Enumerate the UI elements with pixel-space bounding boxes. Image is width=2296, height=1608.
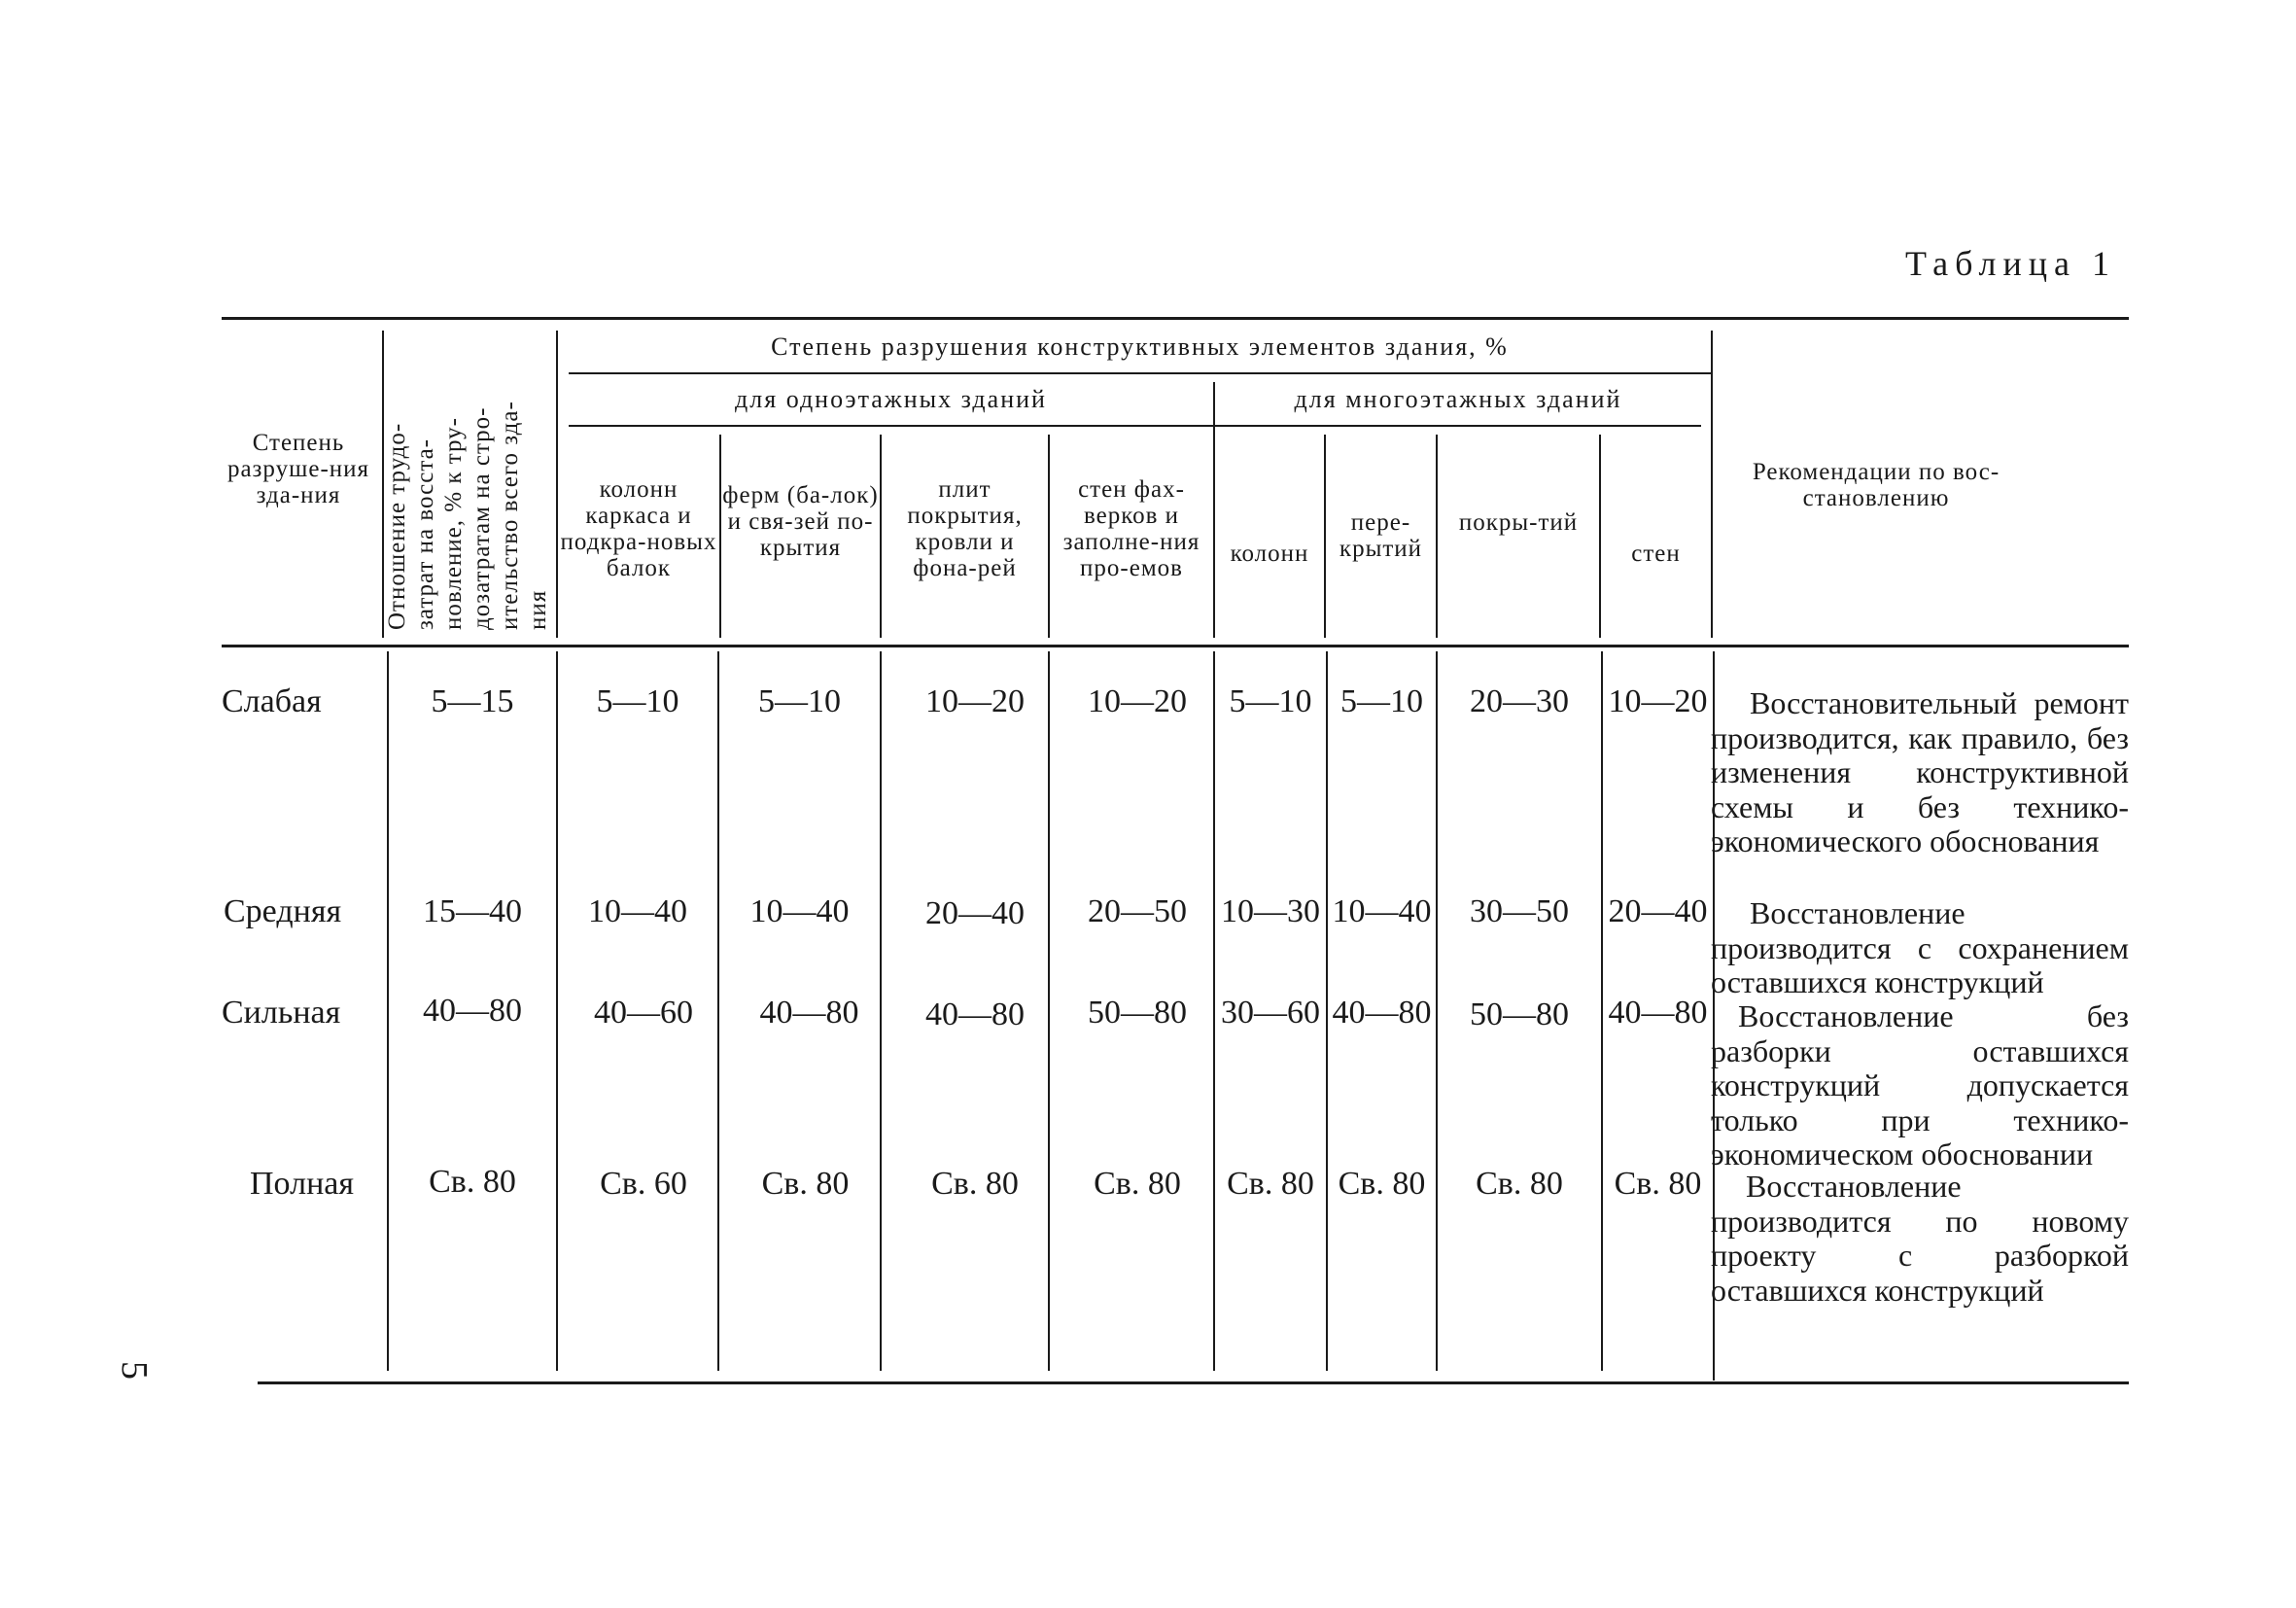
cell-value: 40—80 <box>1332 995 1432 1031</box>
cell-value: 5—10 <box>1229 683 1312 719</box>
header-destruction: Степень разрушения конструктивных элементов здания, % <box>771 332 1509 361</box>
header-multi-storey: для многоэтажных зданий <box>1294 385 1622 413</box>
cell-ratio: Св. 80 <box>429 1164 516 1200</box>
cell-value: 40—80 <box>925 996 1025 1032</box>
header-sub-slabs: плит покрытия, кровли и фона-рей <box>907 476 1023 581</box>
row-name-medium: Средняя <box>224 893 342 929</box>
cell-value: Св. 80 <box>1338 1166 1426 1202</box>
col-divider-rec <box>1711 331 1713 638</box>
table-title: Таблица 1 <box>1905 244 2116 283</box>
cell-ratio: 15—40 <box>423 893 522 929</box>
cell-value: 30—60 <box>1221 995 1320 1031</box>
header-sub-walls-multi: стен <box>1631 541 1681 567</box>
cell-value: 10—30 <box>1221 893 1320 929</box>
table-bottom-rule <box>258 1381 2129 1384</box>
cell-value: Св. 80 <box>1614 1166 1702 1202</box>
table-top-rule <box>222 317 2129 320</box>
cell-value: 10—40 <box>1332 893 1432 929</box>
cell-value: 5—10 <box>1340 683 1423 719</box>
cell-value: 20—40 <box>1608 893 1708 929</box>
col-divider-6 <box>1436 435 1438 638</box>
cell-value: 10—20 <box>1088 683 1187 719</box>
group-header-rule <box>569 372 1711 374</box>
cell-value: 30—50 <box>1470 893 1569 929</box>
header-recommendations: Рекомендации по вос-становлению <box>1752 459 2000 511</box>
header-sub-trusses: ферм (ба-лок) и свя-зей по-крытия <box>722 482 879 561</box>
cell-value: 5—10 <box>596 683 679 719</box>
cell-ratio: 40—80 <box>423 993 522 1029</box>
cell-value: 10—20 <box>1608 683 1708 719</box>
header-sub-floors: пере-крытий <box>1339 509 1423 562</box>
cell-value: 40—60 <box>594 995 693 1031</box>
cell-value: Св. 60 <box>600 1166 687 1202</box>
recommendation-strong: Восстановление без разборки оставшихся конструкций допускается только при технико-экономическом обосновании <box>1711 998 2129 1171</box>
cell-value: Св. 80 <box>1227 1166 1314 1202</box>
recommendation-full: Восстановление производится по новому проекту с разборкой оставшихся конструкций <box>1711 1169 2129 1308</box>
header-single-storey: для одноэтажных зданий <box>735 385 1047 413</box>
header-sub-roofs: покры-тий <box>1458 509 1579 536</box>
col-divider-group <box>1213 382 1215 638</box>
cell-value: Св. 80 <box>761 1166 850 1202</box>
cell-value: 50—80 <box>1470 996 1569 1032</box>
cell-ratio: 5—15 <box>431 683 514 719</box>
cell-value: Св. 80 <box>931 1166 1019 1202</box>
cell-value: 50—80 <box>1088 995 1187 1031</box>
header-ratio: Отношение трудо- затрат на восста- новление, % к тру- дозатратам на стро- ительство всего зда- ния <box>384 401 551 630</box>
header-sub-columns-frame: колонн каркаса и подкра-новых балок <box>560 476 717 581</box>
cell-value: Св. 80 <box>1476 1166 1563 1202</box>
header-sub-walls-frame: стен фах-верков и заполне-ния про-емов <box>1062 476 1200 581</box>
cell-value: 10—40 <box>588 893 687 929</box>
row-name-full: Полная <box>250 1166 354 1202</box>
row-name-strong: Сильная <box>222 995 341 1031</box>
cell-value: 20—40 <box>925 895 1025 931</box>
header-sub-columns-multi: колонн <box>1230 541 1309 567</box>
cell-value: Св. 80 <box>1094 1166 1181 1202</box>
cell-value: 40—80 <box>1608 995 1708 1031</box>
cell-value: 10—40 <box>749 893 850 929</box>
col-divider-7 <box>1599 435 1601 638</box>
header-degree: Степень разруше-ния зда-ния <box>226 430 370 508</box>
body-divider-ratio <box>556 651 558 1371</box>
cell-value: 10—20 <box>925 683 1025 719</box>
cell-value: 20—50 <box>1088 893 1187 929</box>
page-number: 5 <box>114 1361 155 1380</box>
row-name-weak: Слабая <box>222 683 322 719</box>
header-bottom-rule <box>222 645 2129 647</box>
recommendation-weak: Восстановительный ремонт производится, как правило, без изменения конструктивной схемы и без технико-экономического обоснования <box>1711 685 2129 858</box>
recommendation-medium: Восстановление производится с сохранением оставшихся конструкций <box>1711 895 2129 999</box>
cell-value: 20—30 <box>1470 683 1569 719</box>
cell-value: 5—10 <box>758 683 841 719</box>
subgroup-rule <box>569 425 1701 427</box>
cell-value: 40—80 <box>759 995 859 1031</box>
